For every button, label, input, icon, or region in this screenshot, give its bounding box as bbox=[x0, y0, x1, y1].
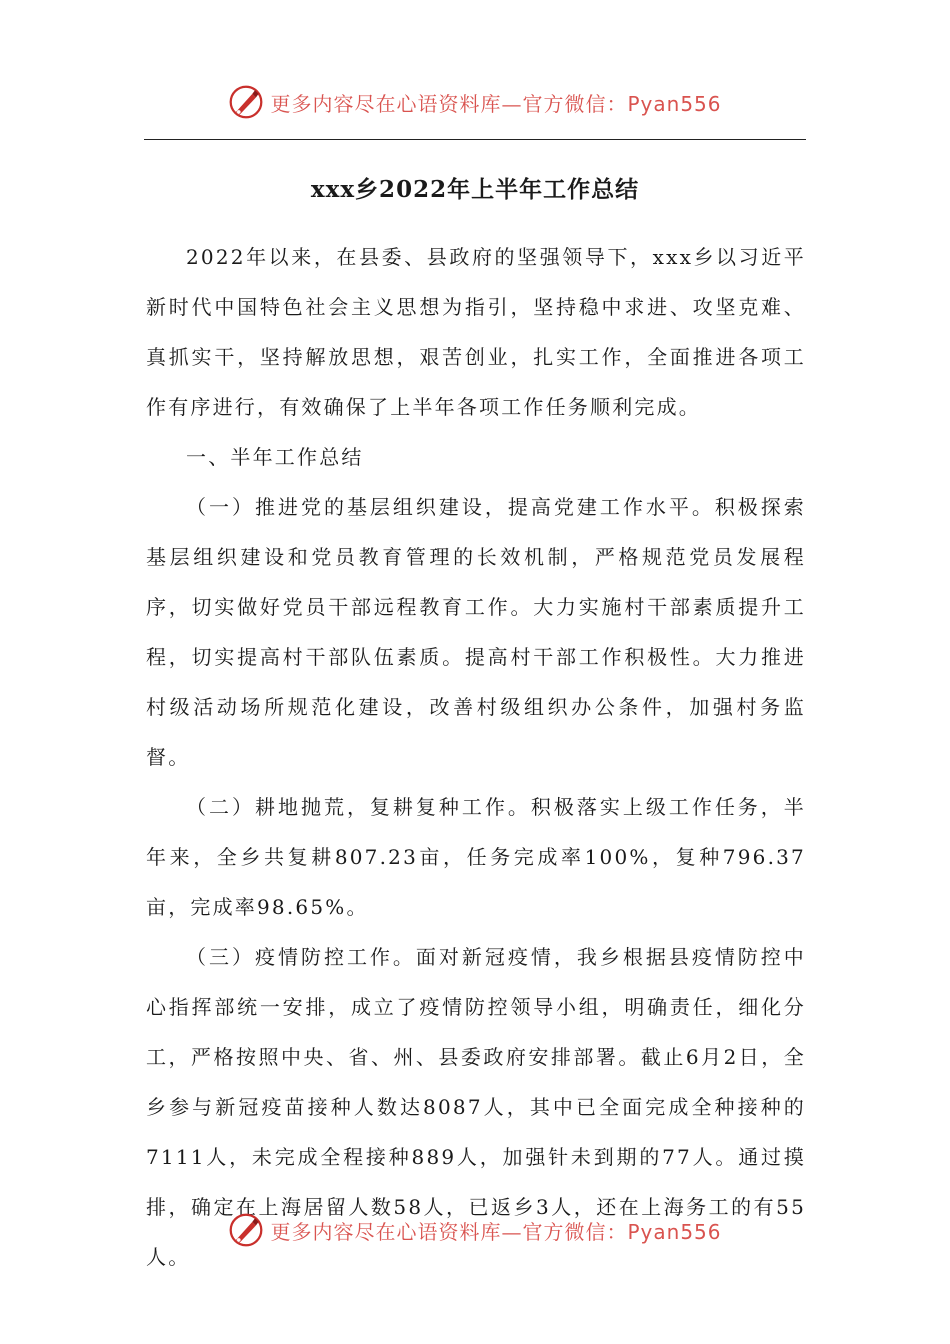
header-divider bbox=[144, 139, 806, 140]
footer-banner bbox=[0, 1212, 950, 1248]
paragraph-party-building: （一）推进党的基层组织建设，提高党建工作水平。积极探索基层组织建设和党员教育管理的长效机制，严格规范党员发展程序，切实做好党员干部远程教育工作。大力实施村干部素质提升工程，切实提高村干部队伍素质。提高村干部工作积极性。大力推进村级活动场所规范化建设，改善村级组织办公条件，加强村务监督。 bbox=[146, 495, 806, 769]
pen-logo-icon bbox=[228, 84, 264, 120]
paragraph-epidemic: （三）疫情防控工作。面对新冠疫情，我乡根据县疫情防控中心指挥部统一安排，成立了疫情防控领导小组，明确责任，细化分工，严格按照中央、省、州、县委政府安排部署。截止6月2日，全乡参与新冠疫苗接种人数达8087人，其中已全面完成全种接种的7111人，未完成全程接种889人，加强针未到期的77人。通过摸排，确定在上海居留人数58人，已返乡3人，还在上海务工的有55人。 bbox=[146, 945, 806, 1269]
footer-banner-text: 更多内容尽在心语资料库—官方微信：Pyan556 bbox=[270, 1219, 722, 1244]
section-heading: 一、半年工作总结 bbox=[186, 445, 364, 469]
header-banner-text: 更多内容尽在心语资料库—官方微信：Pyan556 bbox=[270, 91, 722, 116]
header-banner bbox=[0, 84, 950, 120]
paragraph-intro: 2022年以来，在县委、县政府的坚强领导下，xxx乡以习近平新时代中国特色社会主义思想为指引，坚持稳中求进、攻坚克难、真抓实干，坚持解放思想，艰苦创业，扎实工作，全面推进各项工作有序进行，有效确保了上半年各项工作任务顺利完成。 bbox=[146, 245, 806, 419]
pen-logo-icon bbox=[228, 1212, 264, 1248]
document-title: xxx乡2022年上半年工作总结 bbox=[310, 176, 640, 203]
paragraph-farmland: （二）耕地抛荒，复耕复种工作。积极落实上级工作任务，半年来，全乡共复耕807.23亩，任务完成率100%，复种796.37亩，完成率98.65%。 bbox=[146, 795, 806, 919]
document-body bbox=[146, 232, 806, 1282]
